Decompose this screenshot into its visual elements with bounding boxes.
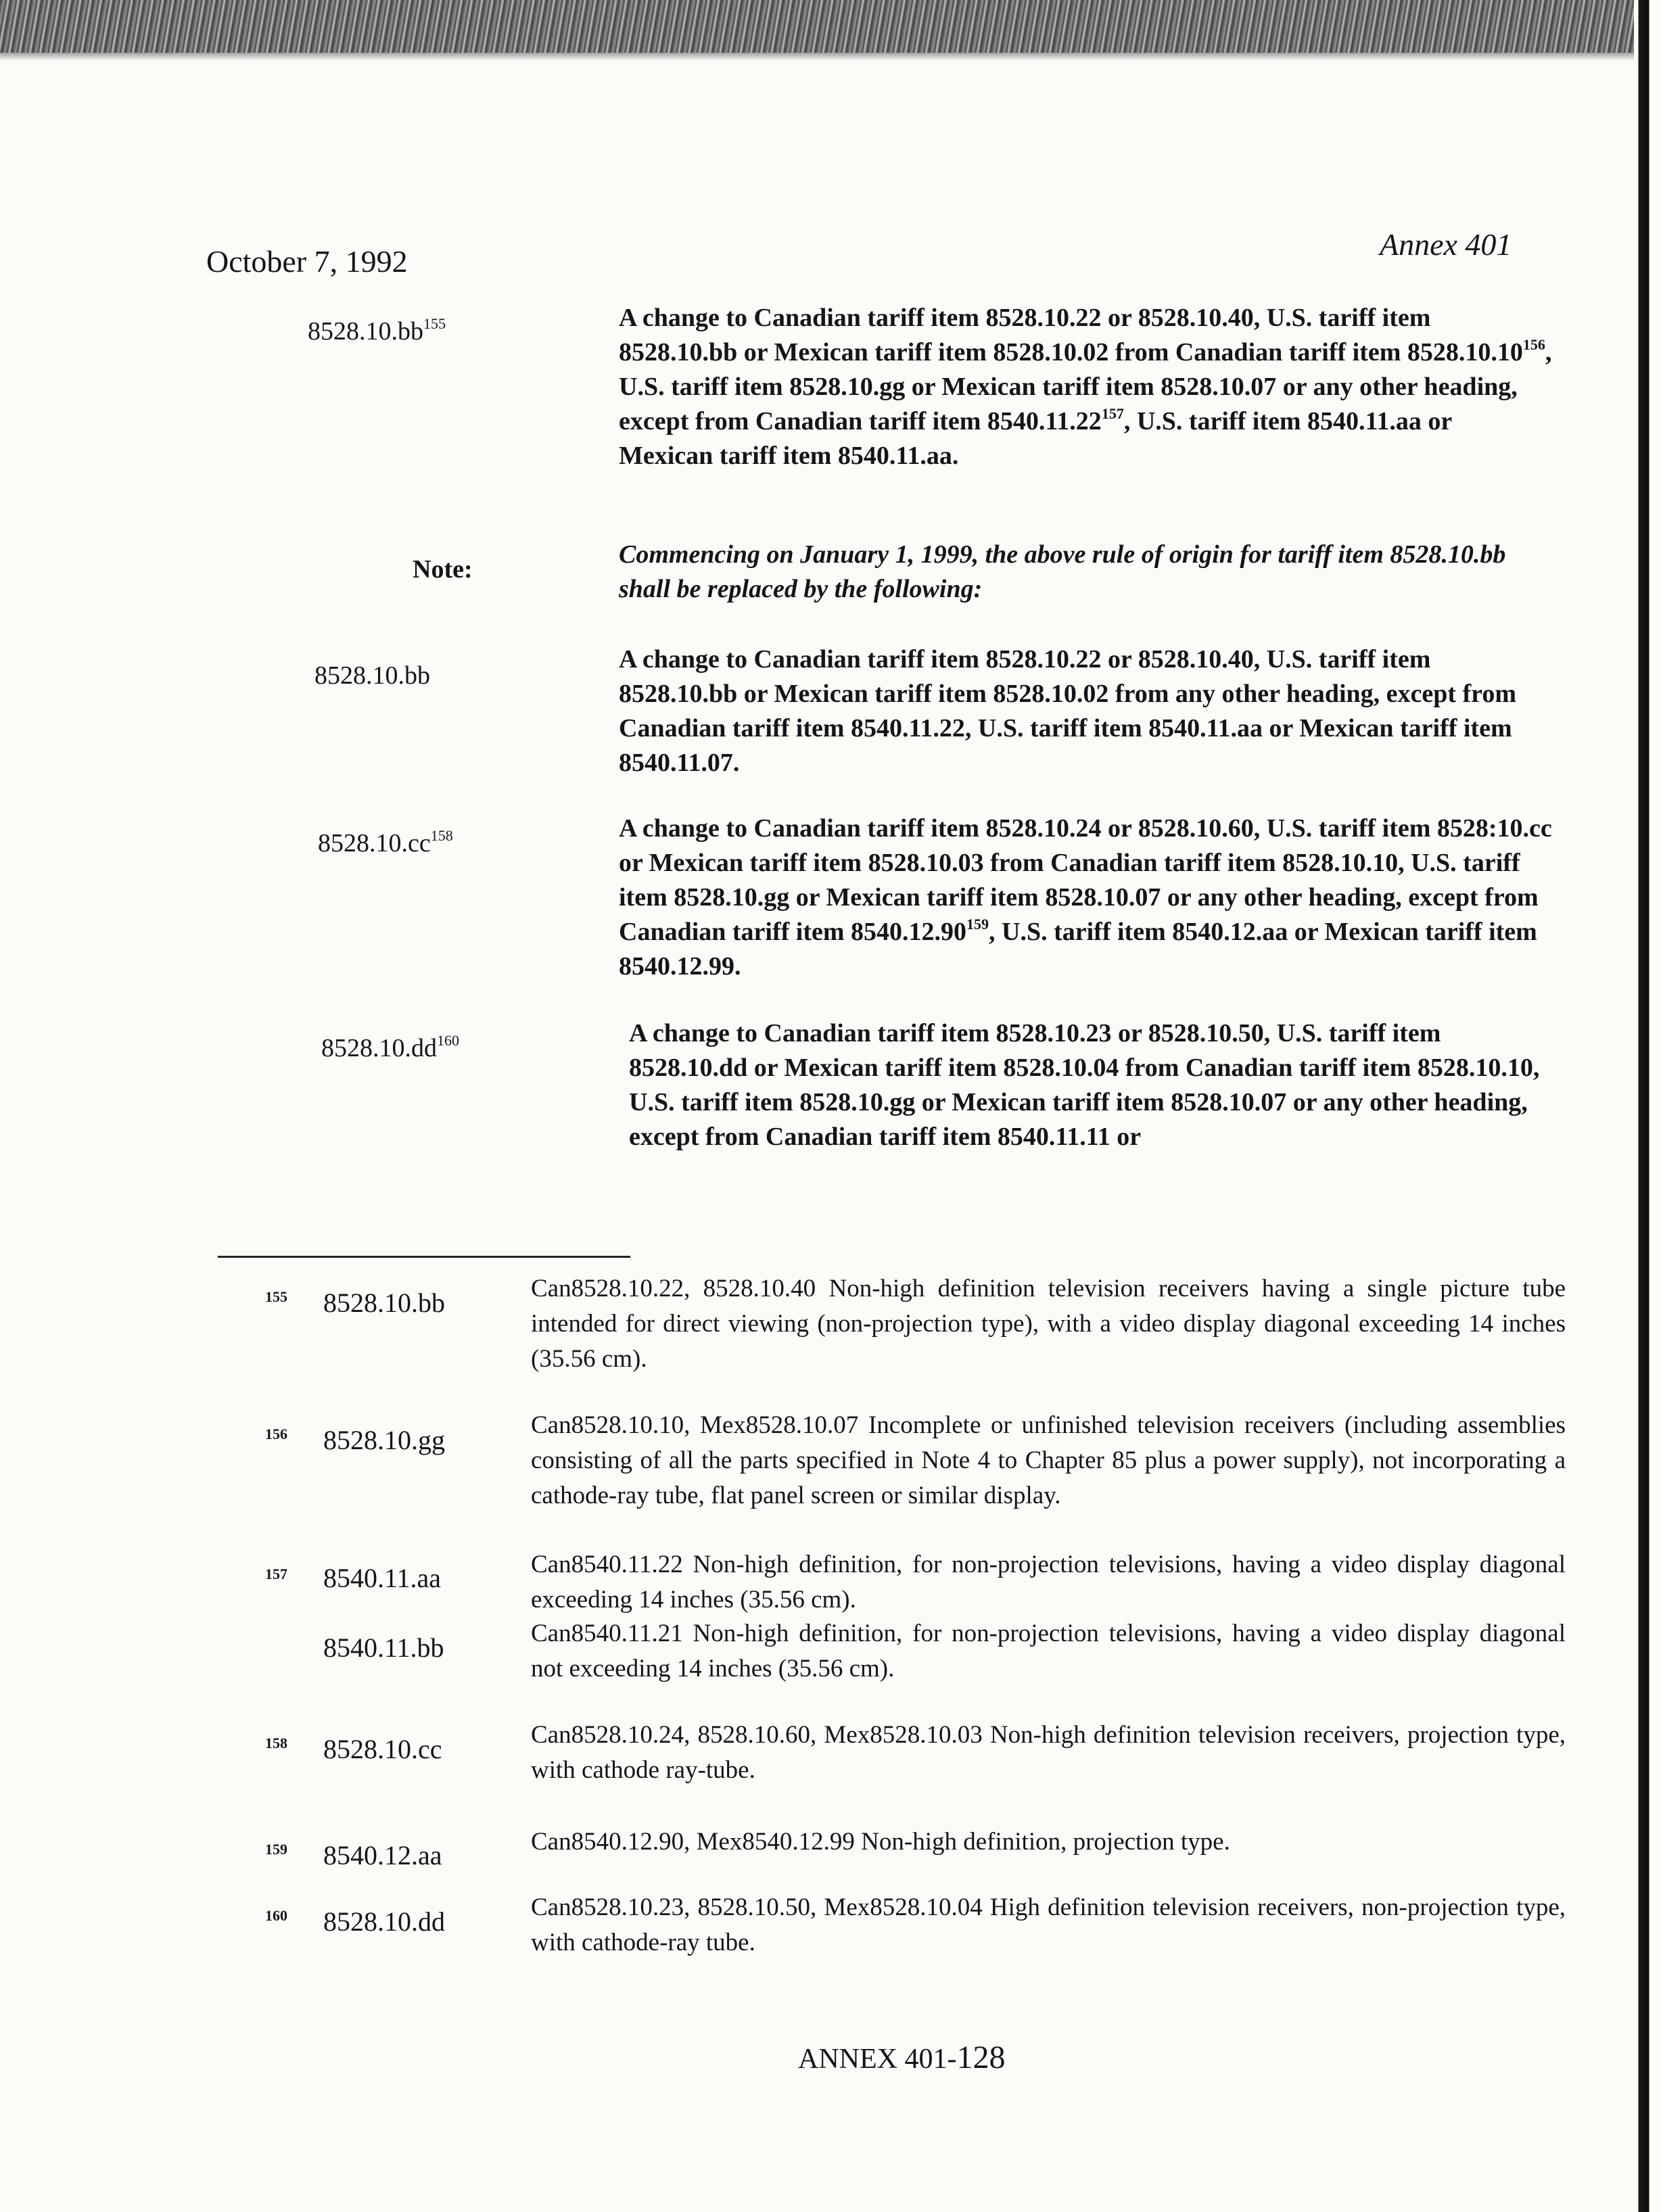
footnote-code: 8528.10.bb	[323, 1288, 445, 1318]
footnote-text: Can8528.10.24, 8528.10.60, Mex8528.10.03 Non-high definition television receivers, projection type, with cathode ray-tube.	[531, 1721, 1566, 1784]
footnote-number: 160	[265, 1907, 287, 1924]
footnote-text: Can8540.11.21 Non-high definition, for non-projection televisions, having a video display diagonal not exceeding 14 inches (35.56 cm).	[531, 1620, 1566, 1682]
rule-text: A change to Canadian tariff item 8528.10.24 or 8528.10.60, U.S. tariff item 8528:10.cc or Mexican tariff item 8528.10.03 from Canadian tariff item 8528.10.10, U.S. tariff item 8528.10.gg or Mexican tariff item 8528.10.07 or any other heading, except from Canadian tariff item 8540.12.90$^{159}$, U.S. tariff item 8540.12.aa or Mexican tariff item 8540.12.99.	[619, 814, 1552, 981]
footnote-code: 8528.10.cc	[323, 1734, 442, 1764]
rule-code: $8528.10.bb^{155}$	[308, 315, 446, 346]
footnote-code: 8528.10.dd	[323, 1906, 445, 1937]
note-text: Commencing on January 1, 1999, the above rule of origin for tariff item 8528.10.bb shall be replaced by the following:	[619, 540, 1506, 603]
footnote-number: 156	[265, 1426, 287, 1442]
footnote-code: 8540.12.aa	[323, 1840, 442, 1870]
footnote-text: Can8540.11.22 Non-high definition, for non-projection televisions, having a video display diagonal exceeding 14 inches (35.56 cm).	[531, 1551, 1566, 1614]
footnote-text: Can8540.12.90, Mex8540.12.99 Non-high definition, projection type.	[531, 1828, 1230, 1856]
note-label: Note:	[413, 555, 473, 584]
scan-edge-right	[1634, 0, 1661, 2212]
rule-text: A change to Canadian tariff item 8528.10.22 or 8528.10.40, U.S. tariff item 8528.10.bb or Mexican tariff item 8528.10.02 from any other heading, except from Canadian tariff item 8540.11.22, U.S. tariff item 8540.11.aa or Mexican tariff item 8540.11.07.	[619, 645, 1517, 777]
page-footer: ANNEX 401-128	[798, 2040, 1006, 2075]
footnote-text: Can8528.10.10, Mex8528.10.07 Incomplete or unfinished television receivers (including assemblies consisting of all the parts specified in Note 4 to Chapter 85 plus a power supply), not incorporating a cathode-ray tube, flat panel screen or similar display.	[531, 1411, 1566, 1509]
rule-code: $8528.10.cc^{158}$	[318, 827, 453, 857]
footnote-separator	[218, 1256, 630, 1258]
header-annex: Annex 401	[1380, 227, 1512, 262]
rule-text: A change to Canadian tariff item 8528.10.22 or 8528.10.40, U.S. tariff item 8528.10.bb or Mexican tariff item 8528.10.02 from Canadian tariff item 8528.10.10$^{156}$, U.S. tariff item 8528.10.gg or Mexican tariff item 8528.10.07 or any other heading, except from Canadian tariff item 8540.11.22$^{157}$, U.S. tariff item 8540.11.aa or Mexican tariff item 8540.11.aa.	[619, 304, 1552, 470]
scan-edge-top	[0, 0, 1661, 53]
footnote-code: 8540.11.bb	[323, 1632, 444, 1663]
footnote-number: 158	[265, 1735, 287, 1751]
header-date: October 7, 1992	[206, 244, 408, 279]
footnote-code: 8528.10.gg	[323, 1425, 445, 1455]
footnote-code: 8540.11.aa	[323, 1563, 442, 1593]
footnote-text: Can8528.10.22, 8528.10.40 Non-high definition television receivers having a single picture tube intended for direct viewing (non-projection type), with a video display diagonal exceeding 14 inches (35.56 cm).	[531, 1275, 1566, 1373]
footnote-number: 159	[265, 1841, 287, 1858]
rule-text: A change to Canadian tariff item 8528.10.23 or 8528.10.50, U.S. tariff item 8528.10.dd or Mexican tariff item 8528.10.04 from Canadian tariff item 8528.10.10, U.S. tariff item 8528.10.gg or Mexican tariff item 8528.10.07 or any other heading, except from Canadian tariff item 8540.11.11 or	[629, 1019, 1540, 1151]
rule-code: $8528.10.dd^{160}$	[321, 1032, 459, 1062]
page-number: 128	[956, 2040, 1006, 2075]
rule-code: 8528.10.bb	[314, 661, 430, 690]
footnote-number: 157	[265, 1566, 287, 1582]
footnote-number: 155	[265, 1288, 287, 1305]
footnote-text: Can8528.10.23, 8528.10.50, Mex8528.10.04 High definition television receivers, non-projection type, with cathode-ray tube.	[531, 1893, 1566, 1956]
